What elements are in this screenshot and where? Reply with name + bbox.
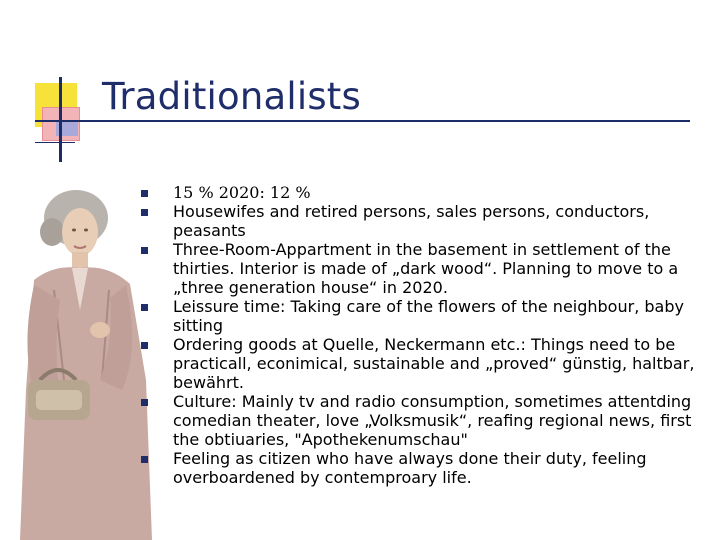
bullet-text: Culture: Mainly tv and radio consumption, sometimes attentding comedian theater, love „Volksmusik“, reafing regional news, first the obtiuaries, "Apothekenumschau": [173, 392, 692, 449]
title-decoration-vertical-line: [59, 77, 62, 162]
slide-title: Traditionalists: [102, 75, 361, 118]
square-bullet-icon: [141, 247, 148, 254]
bullet-text: Leissure time: Taking care of the flowers of the neighbour, baby sitting: [173, 297, 684, 335]
bullet-item: [137, 335, 707, 392]
square-bullet-icon: [141, 304, 148, 311]
bullet-item: [137, 202, 707, 240]
square-bullet-icon: [141, 399, 148, 406]
square-bullet-icon: [141, 209, 148, 216]
square-bullet-icon: [141, 342, 148, 349]
bullet-text: Feeling as citizen who have always done their duty, feeling overboardened by contemproary life.: [173, 449, 647, 487]
bullet-item: [137, 297, 707, 335]
bullet-item: [137, 392, 707, 449]
square-bullet-icon: [141, 456, 148, 463]
title-underline: [35, 120, 690, 122]
bullet-text: 15 % 2020: 12 %: [173, 183, 311, 202]
bullet-item: [137, 240, 707, 297]
bullet-item: [137, 183, 707, 202]
square-bullet-icon: [141, 190, 148, 197]
bullet-text: Housewifes and retired persons, sales persons, conductors, peasants: [173, 202, 650, 240]
bullet-item: [137, 449, 707, 487]
bullet-text: Ordering goods at Quelle, Neckermann etc.: Things need to be practicall, econimical, sustainable and „proved“ günstig, haltbar, bewährt.: [173, 335, 695, 392]
bullet-text: Three-Room-Appartment in the basement in settlement of the thirties. Interior is made of „dark wood“. Planning to move to a „three generation house“ in 2020.: [173, 240, 679, 297]
title-decoration-line: [35, 142, 75, 143]
bullet-list: [137, 183, 707, 487]
